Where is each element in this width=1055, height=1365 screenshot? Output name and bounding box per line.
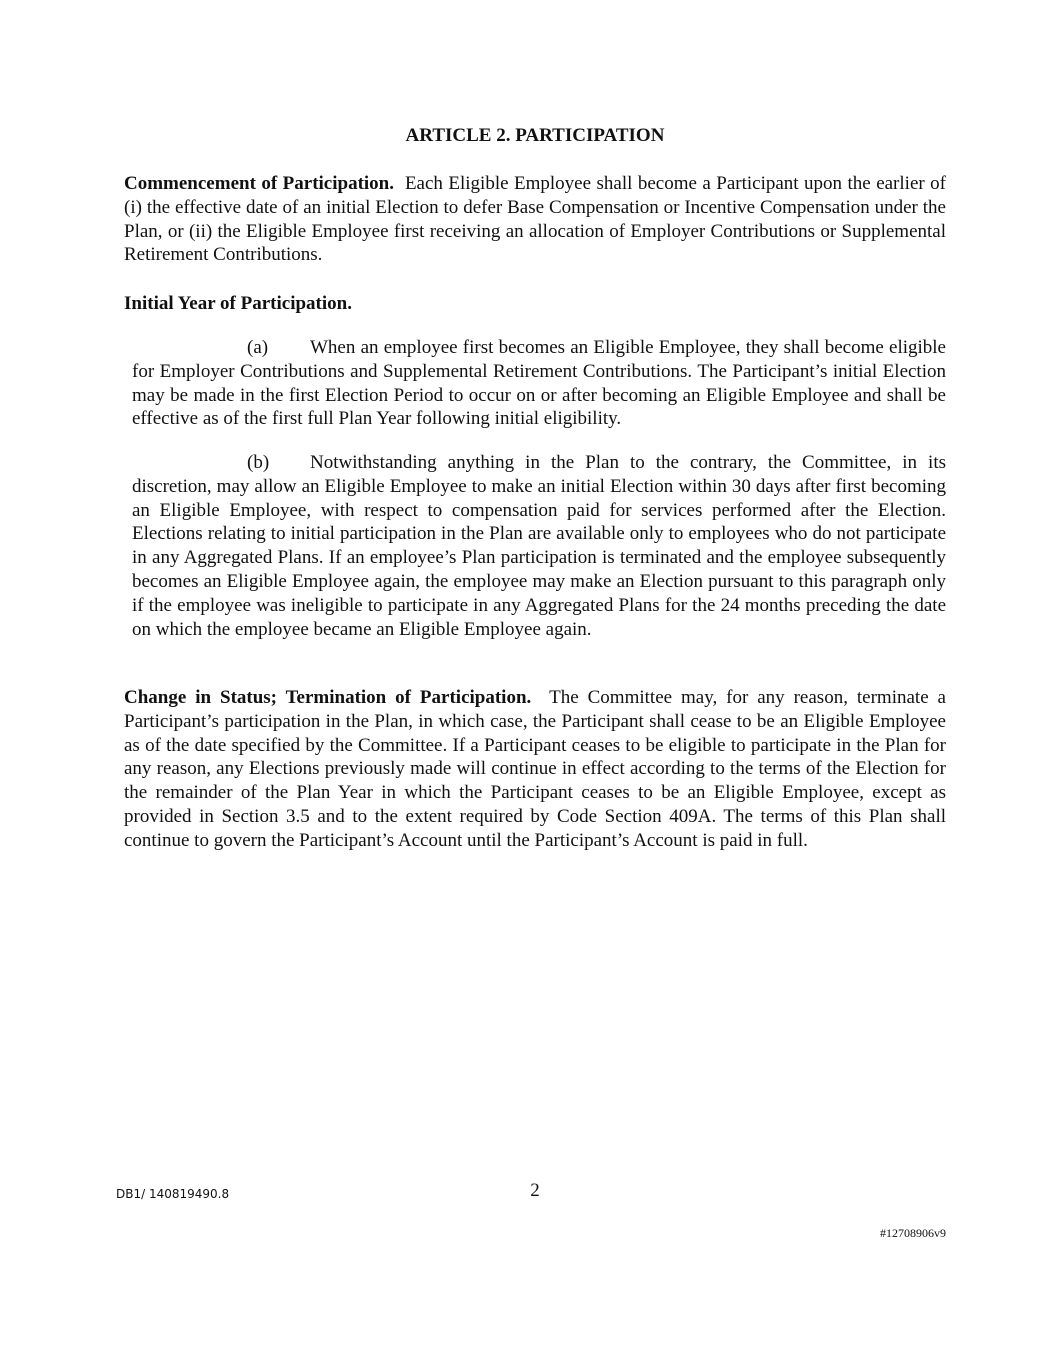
change-in-status-heading: Change in Status; Termination of Participation. (124, 687, 532, 708)
item-a-text: When an employee first becomes an Eligible Employee, they shall become eligible for Employer Contributions and Supplemental Retirement Contributions. The Participant’s initial Election may be made in the first Election Period to occur on or after becoming an Eligible Employee and shall be effective as of the first full Plan Year following initial eligibility. (132, 337, 946, 430)
initial-year-item-b (132, 451, 946, 641)
change-in-status-paragraph (124, 686, 946, 853)
item-a-label: (a) (247, 337, 269, 358)
commencement-heading: Commencement of Participation. (124, 173, 394, 194)
article-title: ARTICLE 2. PARTICIPATION (405, 125, 665, 146)
document-id: DB1/ 140819490.8 (116, 1187, 230, 1201)
item-b-label: (b) (247, 452, 270, 473)
change-in-status-body: The Committee may, for any reason, terminate a Participant’s participation in the Plan, in which case, the Participant shall cease to be an Eligible Employee as of the date specified by the Committee. If a Participant ceases to be eligible to participate in the Plan for any reason, any Elections previously made will continue in effect according to the terms of the Election for the remainder of the Plan Year in which the Participant ceases to be an Eligible Employee, except as provided in Section 3.5 and to the extent required by Code Section 409A. The terms of this Plan shall continue to govern the Participant’s Account until the Participant’s Account is paid in full. (124, 687, 946, 851)
commencement-body: Each Eligible Employee shall become a Participant upon the earlier of (i) the effective date of an initial Election to defer Base Compensation or Incentive Compensation under the Plan, or (ii) the Eligible Employee first receiving an allocation of Employer Contributions or Supplemental Retirement Contributions. (124, 173, 946, 266)
commencement-paragraph (124, 172, 946, 267)
item-b-text: Notwithstanding anything in the Plan to the contrary, the Committee, in its discretion, may allow an Eligible Employee to make an initial Election within 30 days after first becoming an Eligible Employee, with respect to compensation paid for services performed after the Election. Elections relating to initial participation in the Plan are available only to employees who do not participate in any Aggregated Plans. If an employee’s Plan participation is terminated and the employee subsequently becomes an Eligible Employee again, the employee may make an Election pursuant to this paragraph only if the employee was ineligible to participate in any Aggregated Plans for the 24 months preceding the date on which the employee became an Eligible Employee again. (132, 452, 946, 640)
initial-year-heading: Initial Year of Participation. (124, 293, 352, 314)
version-id: #12708906v9 (880, 1226, 946, 1240)
initial-year-item-a (132, 336, 946, 431)
page-number: 2 (530, 1180, 540, 1201)
